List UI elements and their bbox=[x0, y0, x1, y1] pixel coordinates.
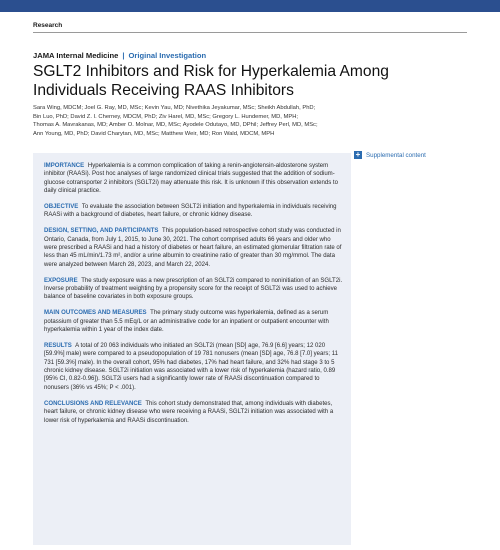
abstract-heading: MAIN OUTCOMES AND MEASURES bbox=[44, 310, 147, 317]
journal-line bbox=[33, 51, 206, 60]
abstract-exposure bbox=[44, 277, 343, 302]
abstract-text: Hyperkalemia is a common complication of taking a renin-angiotensin-aldosterone system inhibitor (RAASi). Post hoc analyses of large randomized clinical trials suggested that the addition of sodium-glucose cotransporter 2 inhibitors (SGLT2i) may attenuate this risk. It is unknown if this observation extends to daily clinical practice. bbox=[44, 163, 338, 195]
abstract-text: This cohort study demonstrated that, among individuals with diabetes, heart failure, or chronic kidney disease who were receiving a RAASi, SGLT2i initiation was associated with a lower risk of hyperkalemia and RAASi discontinuation. bbox=[44, 400, 334, 424]
abstract-text: The study exposure was a new prescription of an SGLT2i compared to noninitiation of an SGLT2i. Inverse probability of treatment weighting by a propensity score for the receipt of SGLT2i was used to achieve balance of baseline covariates in both exposure groups. bbox=[44, 277, 343, 301]
journal-separator: | bbox=[122, 51, 125, 60]
author-line: Ann Young, MD, PhD; David Charytan, MD, MSc; Matthew Weir, MD; Ron Wald, MDCM, MPH bbox=[33, 130, 275, 137]
author-line: Sara Wing, MDCM; Joel G. Ray, MD, MSc; Kevin Yau, MD; Nivethika Jeyakumar, MSc; Sheikh Abdullah, PhD; bbox=[33, 105, 316, 111]
abstract-design bbox=[44, 227, 343, 269]
abstract-heading: RESULTS bbox=[44, 342, 72, 349]
abstract-box bbox=[33, 153, 351, 545]
abstract-heading: EXPOSURE bbox=[44, 277, 78, 284]
supplemental-content-label: Supplemental content bbox=[366, 151, 426, 159]
journal-header-bar bbox=[0, 0, 500, 12]
abstract-importance bbox=[44, 162, 343, 196]
abstract-text: A total of 20 063 individuals who initiated an SGLT2i (mean [SD] age, 76.9 [6.6] years; 12 020 [59.9%] male) were compared to a pseudopopulation of 19 781 nonusers (mean [SD] age, 76.8 [7.0] years; 11 731 [59.3%] male). In the overall cohort, 95% had diabetes, 17% had heart failure, and 32% had stage 3 to 5 chronic kidney disease. SGLT2i initiation was associated with a lower risk of hyperkalemia (hazard ratio, 0.89 [95% CI, 0.82-0.96]). SGLT2i users had a significantly lower rate of RAASi discontinuation compared to nonusers (36% vs 45%; P < .001). bbox=[44, 342, 339, 391]
journal-name: JAMA Internal Medicine bbox=[33, 51, 119, 60]
abstract-outcomes bbox=[44, 309, 343, 334]
article-title: SGLT2 Inhibitors and Risk for Hyperkalemia Among Individuals Receiving RAAS Inhibitors bbox=[33, 63, 389, 99]
article-type: Original Investigation bbox=[128, 51, 207, 60]
plus-box-icon: + bbox=[355, 150, 361, 159]
abstract-heading: IMPORTANCE bbox=[44, 163, 85, 169]
abstract-text: This population-based retrospective cohort study was conducted in Ontario, Canada, from July 1, 2015, to June 30, 2021. The cohort comprised adults 66 years and older who were prescribed a RAASi and had a history of diabetes or heart failure, an estimated glomerular filtration rate of less than 45 mL/min/1.73 m², and/or a urine albumin to creatinine ratio of greater than 30 mg/mmol. The data were analyzed between March 28, 2023, and March 22, 2024. bbox=[44, 228, 342, 268]
abstract-heading: OBJECTIVE bbox=[44, 204, 79, 211]
abstract-conclusions bbox=[44, 400, 343, 425]
abstract-heading: DESIGN, SETTING, AND PARTICIPANTS bbox=[44, 228, 159, 235]
abstract-heading: CONCLUSIONS AND RELEVANCE bbox=[44, 400, 142, 407]
supplemental-content-link[interactable] bbox=[354, 151, 426, 159]
header-divider bbox=[33, 32, 467, 33]
abstract-results bbox=[44, 342, 343, 392]
abstract-text: The primary study outcome was hyperkalemia, defined as a serum potassium of greater than 5.5 mEq/L or an administrative code for an inpatient or outpatient encounter with hyperkalemia within 1 year of the index date. bbox=[44, 310, 329, 334]
author-list bbox=[33, 104, 453, 138]
abstract-text: To evaluate the association between SGLT2i initiation and hyperkalemia in individuals receiving RAASi with a background of diabetes, heart failure, or chronic kidney disease. bbox=[44, 204, 337, 219]
abstract-objective bbox=[44, 203, 343, 220]
author-line: Bin Luo, PhD; David Z. I. Cherney, MDCM, PhD; Ziv Harel, MD, MSc; Gregory L. Hundemer, MD, MPH; bbox=[33, 113, 299, 120]
section-label: Research bbox=[33, 22, 63, 29]
author-line: Thomas A. Mavrakanas, MD; Amber O. Molnar, MD, MSc; Ayodele Odutayo, MD, DPhil; Jeffrey Perl, MD, MSc; bbox=[33, 122, 318, 129]
